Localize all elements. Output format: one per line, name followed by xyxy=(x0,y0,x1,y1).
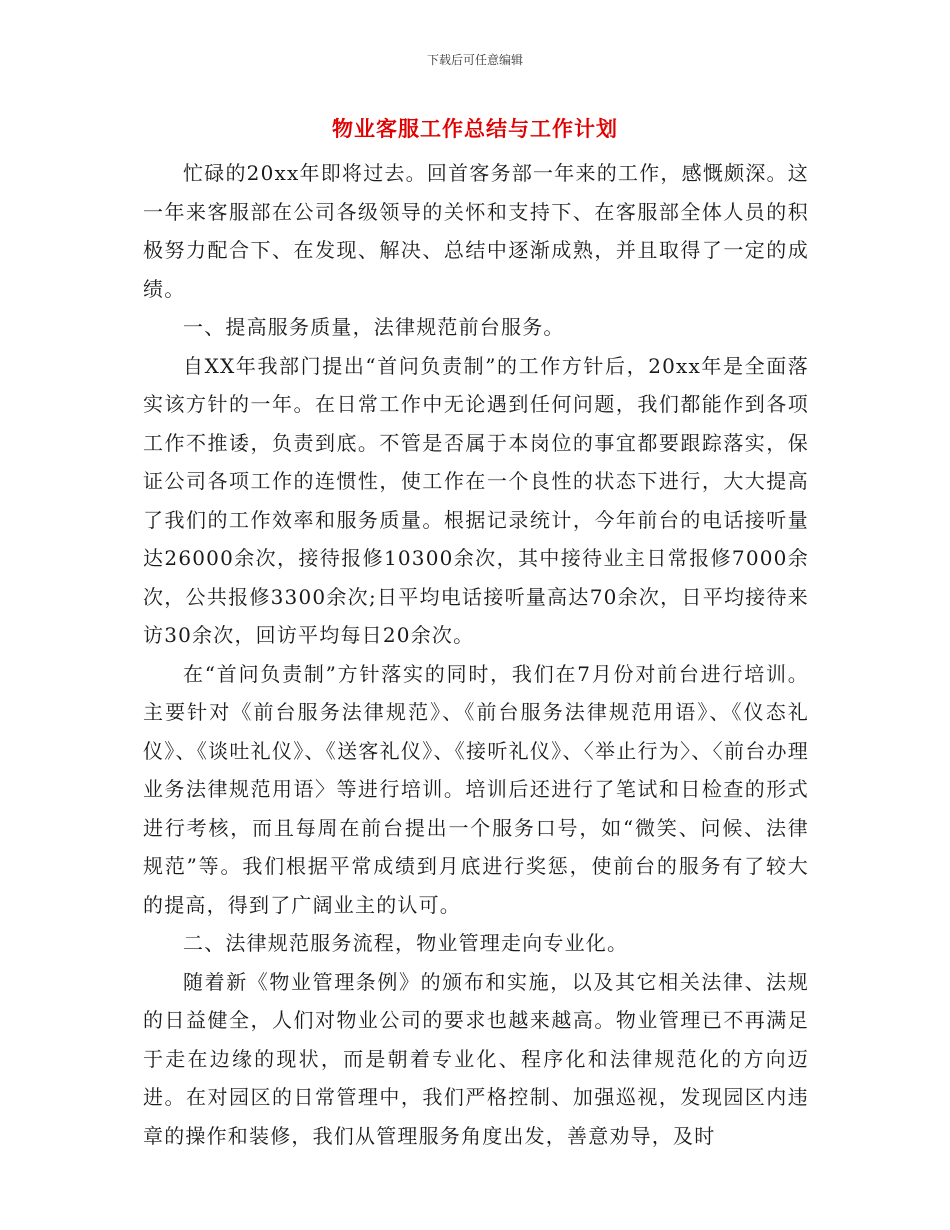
section-heading-2: 二、法律规范服务流程，物业管理走向专业化。 xyxy=(183,931,629,955)
document-body xyxy=(143,154,809,1155)
paragraph-first-responsibility: 自XX年我部门提出“首问负责制”的工作方针后，20xx年是全面落实该方针的一年。在日常工作中无论遇到任何问题，我们都能作到各项工作不推诿，负责到底。不管是否属于本岗位的事宜都要跟踪落实，保证公司各项工作的连惯性，使工作在一个良性的状态下进行，大大提高了我们的工作效率和服务质量。根据记录统计，今年前台的电话接听量达26000余次，接待报修10300余次，其中接待业主日常报修7000余次，公共报修3300余次;日平均电话接听量高达70余次，日平均接待来访30余次，回访平均每日20余次。 xyxy=(143,353,809,647)
paragraph-training: 在“首问负责制”方针落实的同时，我们在7月份对前台进行培训。主要针对《前台服务法律规范》、《前台服务法律规范用语》、《仪态礼仪》、《谈吐礼仪》、《送客礼仪》、《接听礼仪》、〈举止行为〉、〈前台办理业务法律规范用语〉等进行培训。培训后还进行了笔试和日检查的形式进行考核，而且每周在前台提出一个服务口号，如“微笑、问候、法律规范”等。我们根据平常成绩到月底进行奖惩，使前台的服务有了较大的提高，得到了广阔业主的认可。 xyxy=(143,661,809,917)
section-heading-1: 一、提高服务质量，法律规范前台服务。 xyxy=(183,315,565,339)
paragraph-intro: 忙碌的20xx年即将过去。回首客务部一年来的工作，感慨颇深。这一年来客服部在公司各级领导的关怀和支持下、在客服部全体人员的积极努力配合下、在发现、解决、总结中逐渐成熟，并且取得了一定的成绩。 xyxy=(143,161,809,301)
document-title: 物业客服工作总结与工作计划 xyxy=(332,116,618,141)
paragraph-regulations: 随着新《物业管理条例》的颁布和实施，以及其它相关法律、法规的日益健全，人们对物业公司的要求也越来越高。物业管理已不再满足于走在边缘的现状，而是朝着专业化、程序化和法律规范化的方向迈进。在对园区的日常管理中，我们严格控制、加强巡视，发现园区内违章的操作和装修，我们从管理服务角度出发，善意劝导，及时 xyxy=(143,969,809,1148)
page-header-note: 下载后可任意编辑 xyxy=(426,53,523,67)
